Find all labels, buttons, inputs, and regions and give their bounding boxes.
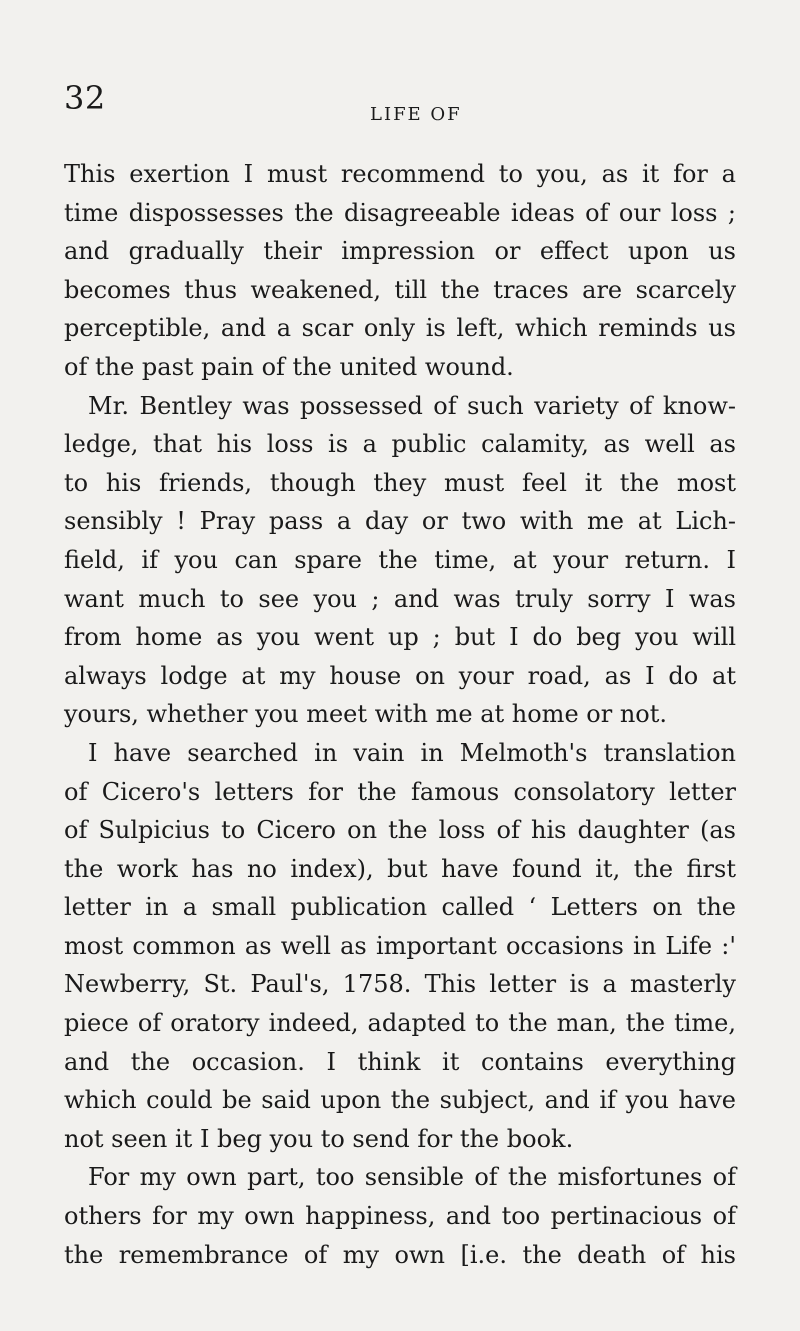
text-line: most common as well as important occasions in Life :' [64, 931, 736, 960]
text-line: time dispossesses the disagreeable ideas of our loss ; [64, 198, 736, 227]
text-line: the remembrance of my own [i.e. the death of his [64, 1240, 736, 1269]
text-line: letter in a small publication called ‘ Letters on the [64, 893, 736, 922]
text-line: always lodge at my house on your road, as I do at [64, 661, 736, 690]
text-line: not seen it I beg you to send for the book. [64, 1124, 574, 1153]
text-line: I have searched in vain in Melmoth's translation [88, 738, 736, 767]
body-text [64, 155, 736, 1274]
text-line: which could be said upon the subject, and if you have [64, 1086, 736, 1115]
text-line: sensibly ! Pray pass a day or two with me at Lich- [64, 507, 736, 536]
text-line: For my own part, too sensible of the misfortunes of [88, 1163, 736, 1192]
text-line: of Sulpicius to Cicero on the loss of his daughter (as [64, 816, 736, 845]
text-line: and gradually their impression or effect upon us [64, 237, 736, 266]
text-line: to his friends, though they must feel it the most [64, 468, 736, 497]
text-line: and the occasion. I think it contains everything [64, 1047, 736, 1076]
page-number: 32 [64, 79, 106, 117]
text-line: of Cicero's letters for the famous consolatory letter [64, 777, 736, 806]
running-head: LIFE OF [370, 104, 462, 125]
text-line: piece of oratory indeed, adapted to the man, the time, [64, 1009, 736, 1038]
text-line: Mr. Bentley was possessed of such variety of know- [88, 391, 736, 420]
text-line: becomes thus weakened, till the traces are scarcely [64, 275, 736, 304]
text-line: the work has no index), but have found it, the first [64, 854, 736, 883]
text-line: want much to see you ; and was truly sorry I was [64, 584, 736, 613]
text-line: This exertion I must recommend to you, as it for a [64, 160, 736, 188]
text-line: of the past pain of the united wound. [64, 352, 514, 381]
text-line: yours, whether you meet with me at home or not. [64, 700, 667, 729]
text-line: others for my own happiness, and too pertinacious of [64, 1202, 736, 1231]
text-line: from home as you went up ; but I do beg you will [64, 623, 736, 652]
text-line: ledge, that his loss is a public calamity, as well as [64, 430, 736, 459]
text-line: Newberry, St. Paul's, 1758. This letter is a masterly [64, 970, 736, 999]
page-header [0, 79, 800, 142]
text-line: field, if you can spare the time, at your return. I [64, 545, 736, 574]
text-line: perceptible, and a scar only is left, which reminds us [64, 314, 736, 343]
